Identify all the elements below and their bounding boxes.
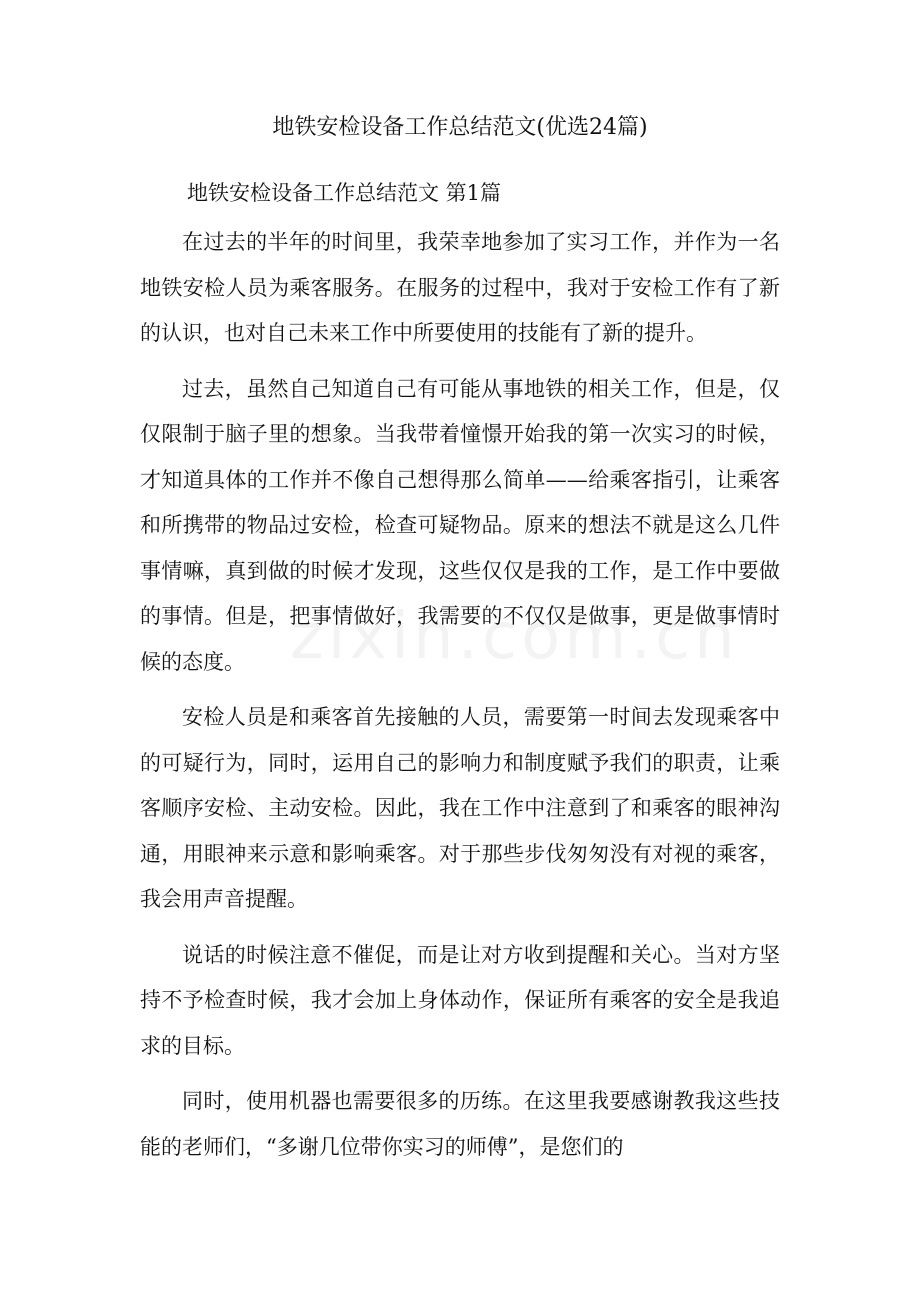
document-body [140,220,780,1180]
paragraph-5: 同时，使用机器也需要很多的历练。在这里我要感谢教我这些技能的老师们，“多谢几位带你实习的师傅”，是您们的 [140,1089,780,1159]
paragraph-1: 在过去的半年的时间里，我荣幸地参加了实习工作，并作为一名地铁安检人员为乘客服务。在服务的过程中，我对于安检工作有了新的认识，也对自己未来工作中所要使用的技能有了新的提升。 [140,230,780,345]
paragraph-2: 过去，虽然自己知道自己有可能从事地铁的相关工作，但是，仅仅限制于脑子里的想象。当我带着憧憬开始我的第一次实习的时候，才知道具体的工作并不像自己想得那么简单——给乘客指引，让乘客和所携带的物品过安检，检查可疑物品。原来的想法不就是这么几件事情嘛，真到做的时候才发现，这些仅仅是我的工作，是工作中要做的事情。但是，把事情做好，我需要的不仅仅是做事，更是做事情时候的态度。 [140,376,780,674]
watermark [290,600,739,674]
paragraph-4: 说话的时候注意不催促，而是让对方收到提醒和关心。当对方坚持不予检查时候，我才会加上身体动作，保证所有乘客的安全是我追求的目标。 [140,942,780,1058]
section-heading: 地铁安检设备工作总结范文 第1篇 [187,181,502,205]
document-title: 地铁安检设备工作总结范文(优选24篇) [272,115,648,140]
paragraph-3: 安检人员是和乘客首先接触的人员，需要第一时间去发现乘客中的可疑行为，同时，运用自己的影响力和制度赋予我们的职责，让乘客顺序安检、主动安检。因此，我在工作中注意到了和乘客的眼神沟通，用眼神来示意和影响乘客。对于那些步伐匆匆没有对视的乘客，我会用声音提醒。 [140,705,780,911]
